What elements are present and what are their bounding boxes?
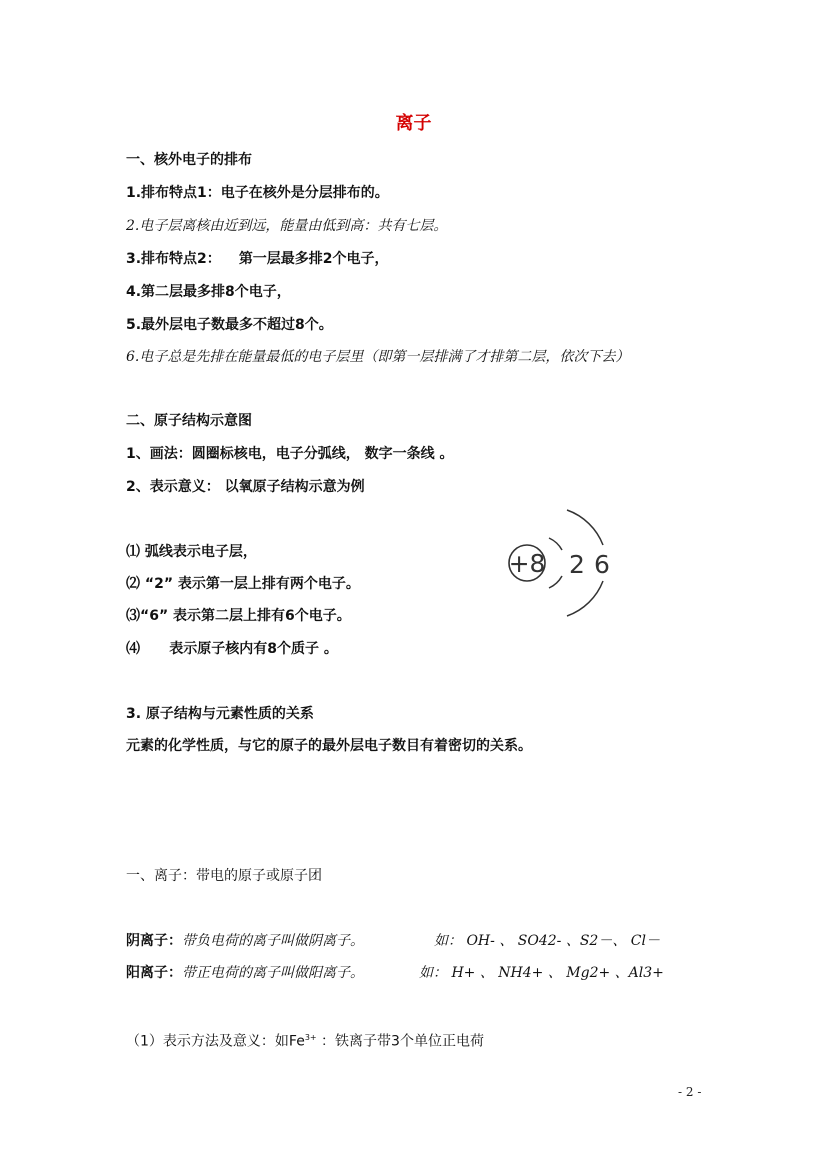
notation-prefix: （1）表示方法及意义：如Fe [126,1033,305,1050]
cation-examples: 如： H+ 、 NH4+ 、 Mg2+ 、Al3+ [419,965,664,981]
section3-text: 元素的化学性质，与它的原子的最外层电子数目有着密切的关系。 [126,738,532,754]
section2-point4: ⑷ 表示原子核内有8个质子 。 [126,641,338,657]
cation-text: 带正电荷的离子叫做阳离子。 [182,965,364,981]
section1-heading: 一、核外电子的排布 [126,152,252,168]
shell2-arc-bottom [567,581,603,616]
cation-label: 阳离子： [126,965,182,981]
section2-item1: 1、画法：圆圈标核电，电子分弧线， 数字一条线 。 [126,446,454,462]
item3-text: 第一层最多排2个电子， [238,251,389,267]
ions-heading: 一、离子：带电的原子或原子团 [126,868,322,884]
page-title: 离子 [395,113,432,134]
section2-point2: ⑵ “2” 表示第一层上排有两个电子。 [126,576,360,592]
notation-line [126,1028,484,1052]
cation-line [126,963,664,983]
shell2-count: 6 [594,550,610,579]
shell1-arc-bottom [549,576,562,588]
section2-item2: 2、表示意义： 以氧原子结构示意为例 [126,479,365,495]
anion-line [126,931,660,951]
nucleus-charge: +8 [508,549,546,578]
shell2-arc-top [567,510,603,545]
notation-suffix: ：铁离子带3个单位正电荷 [316,1033,484,1050]
section1-item2: 2.电子层离核由近到远，能量由低到高：共有七层。 [126,218,448,234]
section1-item3 [126,249,389,269]
section1-item1: 1.排布特点1：电子在核外是分层排布的。 [126,185,389,201]
section2-point3: ⑶“6” 表示第二层上排有6个电子。 [126,608,351,624]
section2-heading: 二、原子结构示意图 [126,413,252,429]
anion-text: 带负电荷的离子叫做阴离子。 [182,933,364,949]
oxygen-atom-diagram [505,500,620,630]
section2-point1: ⑴ 弧线表示电子层， [126,544,257,560]
item3-label: 3.排布特点2： [126,251,221,267]
anion-examples: 如： OH- 、 SO42- 、S2－、 Cl－ [434,933,660,949]
page-number: - 2 - [678,1085,702,1099]
shell1-arc-top [549,538,562,550]
shell1-count: 2 [569,550,585,579]
section1-item5: 5.最外层电子数最多不超过8个。 [126,317,333,333]
section1-item4: 4.第二层最多排8个电子， [126,284,291,300]
notation-superscript: 3+ [304,1033,317,1042]
section1-item6: 6.电子总是先排在能量最低的电子层里（即第一层排满了才排第二层，依次下去） [126,349,630,365]
anion-label: 阴离子： [126,933,182,949]
section3-heading: 3. 原子结构与元素性质的关系 [126,706,314,722]
